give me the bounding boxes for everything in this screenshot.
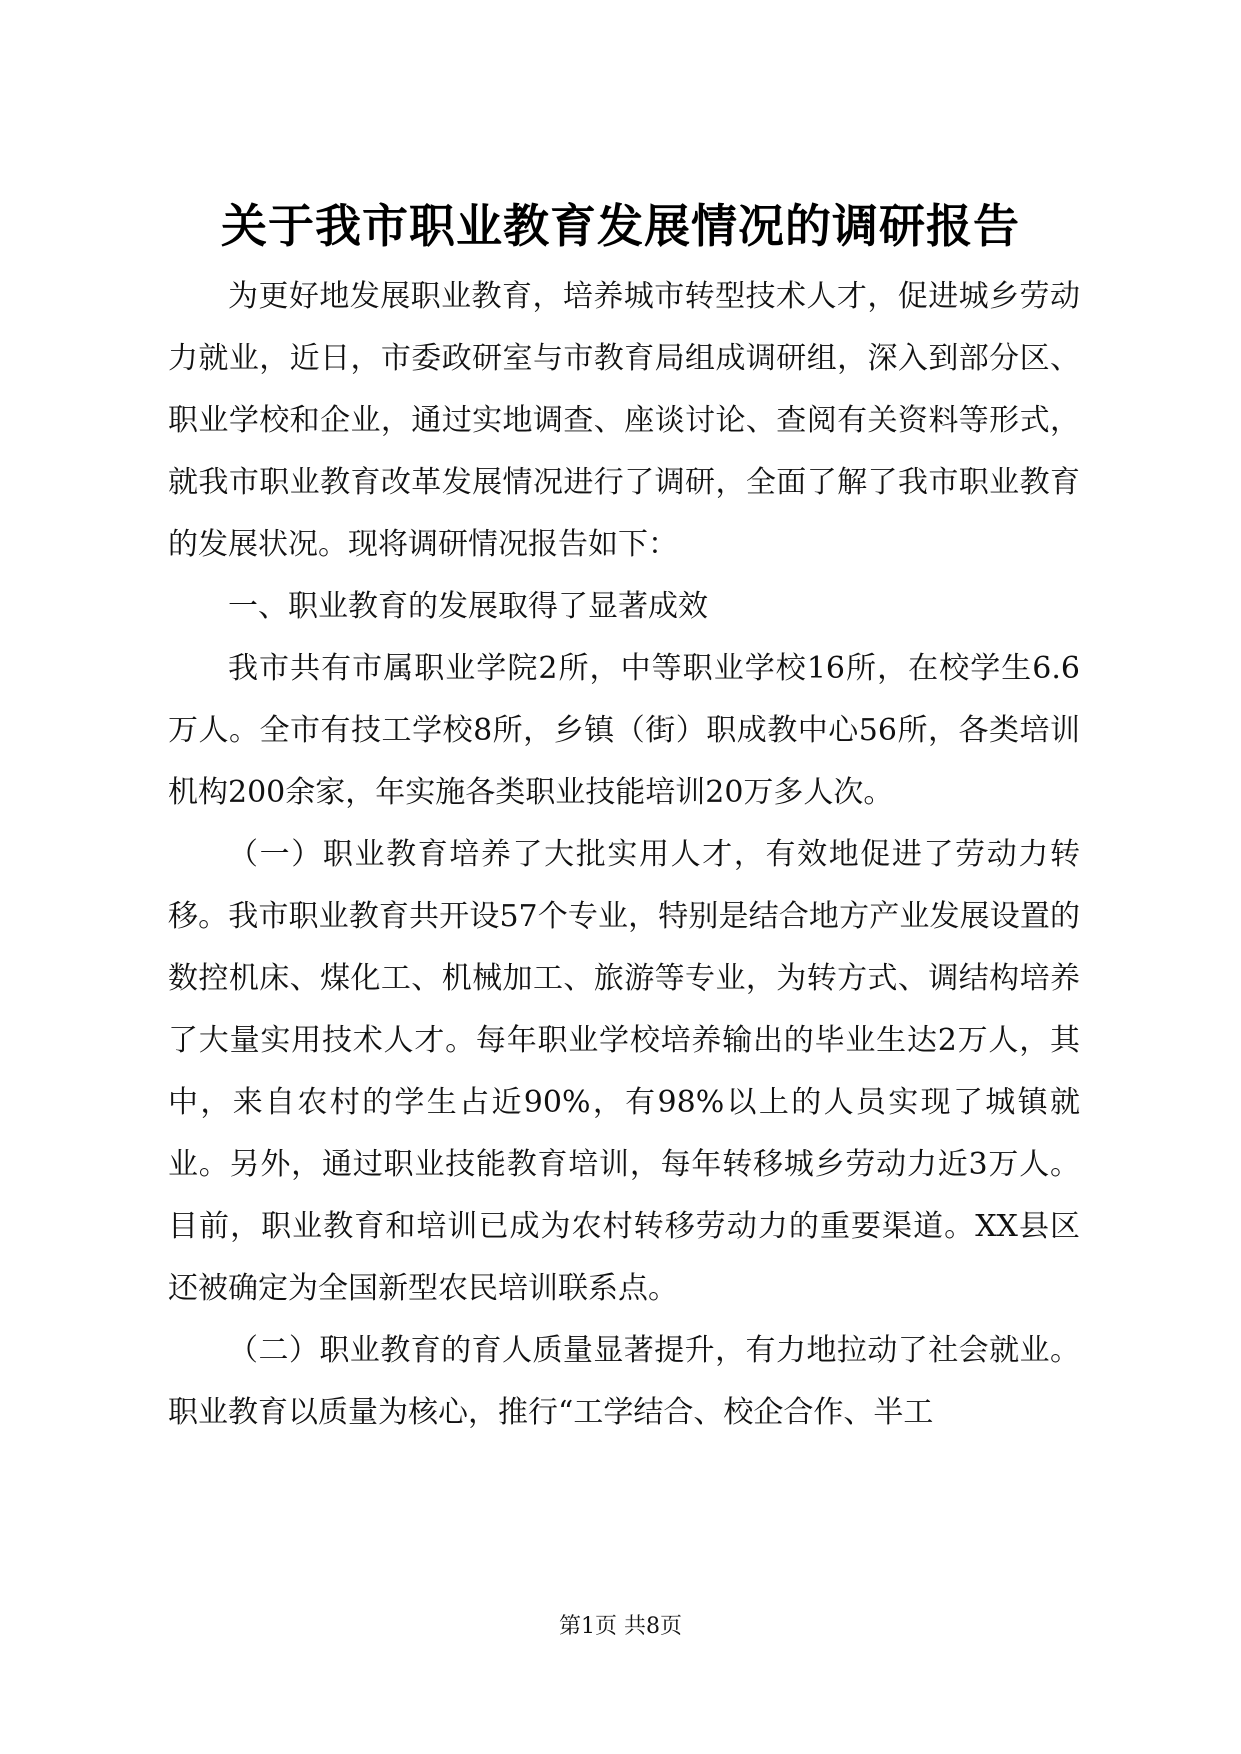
document-title: 关于我市职业教育发展情况的调研报告	[221, 199, 1020, 253]
section-heading-1: 一、职业教育的发展取得了显著成效	[228, 589, 708, 624]
paragraph-subsection-1: （一）职业教育培养了大批实用人才，有效地促进了劳动力转移。我市职业教育共开设57个专业，特别是结合地方产业发展设置的数控机床、煤化工、机械加工、旅游等专业，为转方式、调结构培养了大量实用技术人才。每年职业学校培养输出的毕业生达2万人，其中，来自农村的学生占近90%，有98%以上的人员实现了城镇就业。另外，通过职业技能教育培训，每年转移城乡劳动力近3万人。目前，职业教育和培训已成为农村转移劳动力的重要渠道。XX县区还被确定为全国新型农民培训联系点。	[168, 837, 1080, 1306]
paragraph-subsection-2: （二）职业教育的育人质量显著提升，有力地拉动了社会就业。职业教育以质量为核心，推行“工学结合、校企合作、半工	[168, 1333, 1080, 1430]
page-number-footer: 第1页 共8页	[559, 1614, 682, 1639]
paragraph-overview: 我市共有市属职业学院2所，中等职业学校16所，在校学生6.6万人。全市有技工学校8所，乡镇（街）职成教中心56所，各类培训机构200余家，年实施各类职业技能培训20万多人次。	[168, 651, 1080, 810]
paragraph-intro: 为更好地发展职业教育，培养城市转型技术人才，促进城乡劳动力就业，近日，市委政研室与市教育局组成调研组，深入到部分区、职业学校和企业，通过实地调查、座谈讨论、查阅有关资料等形式，就我市职业教育改革发展情况进行了调研，全面了解了我市职业教育的发展状况。现将调研情况报告如下：	[168, 279, 1080, 562]
document-body	[168, 266, 1080, 1444]
